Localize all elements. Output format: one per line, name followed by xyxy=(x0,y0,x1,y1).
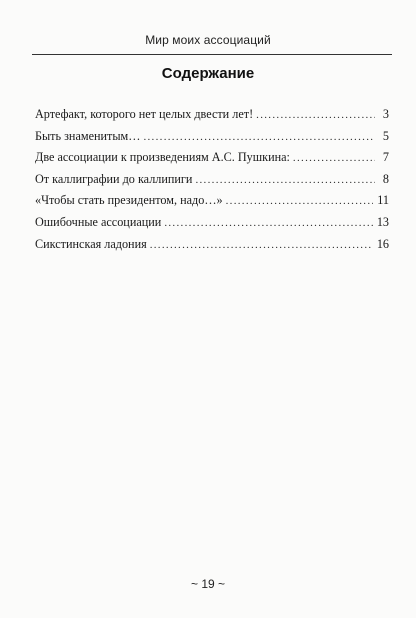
toc-leader-dots xyxy=(256,105,375,127)
toc-entry-title: Артефакт, которого нет целых двести лет! xyxy=(35,107,254,121)
toc-leader-dots xyxy=(226,191,374,213)
toc-entry xyxy=(35,190,389,212)
running-header: Мир моих ассоциаций xyxy=(145,33,271,47)
toc-entry-page: 11 xyxy=(377,193,389,208)
toc-entry-title: «Чтобы стать президентом, надо…» xyxy=(35,193,223,208)
toc-entry-page: 5 xyxy=(382,128,389,143)
toc-leader-dots xyxy=(150,235,373,257)
toc-entry-page: 7 xyxy=(382,150,389,165)
toc-entry xyxy=(35,147,389,169)
toc-entry xyxy=(35,104,389,126)
toc-entry-title: Быть знаменитым… xyxy=(35,128,141,143)
toc-leader-dots xyxy=(143,127,375,149)
toc-entry xyxy=(35,212,389,234)
toc-entry-title: Две ассоциации к произведениям А.С. Пушкина: xyxy=(35,150,290,165)
toc-entry-title: От каллиграфии до каллипиги xyxy=(35,171,193,186)
toc-entry-page: 8 xyxy=(382,171,389,186)
toc-entry-page: 3 xyxy=(382,107,389,121)
toc-entry-page: 16 xyxy=(376,236,389,251)
toc-leader-dots xyxy=(164,213,372,235)
contents-title: Содержание xyxy=(161,65,255,82)
toc-leader-dots xyxy=(195,170,375,192)
table-of-contents xyxy=(35,104,389,255)
toc-entry xyxy=(35,126,389,148)
toc-entry-page: 13 xyxy=(376,214,389,229)
header-rule xyxy=(32,54,392,55)
toc-entry xyxy=(35,234,389,256)
toc-entry-title: Сикстинская ладония xyxy=(35,236,147,251)
page-number: ~ 19 ~ xyxy=(190,577,226,591)
toc-leader-dots xyxy=(293,148,375,170)
toc-entry xyxy=(35,169,389,191)
toc-entry-title: Ошибочные ассоциации xyxy=(35,214,162,229)
